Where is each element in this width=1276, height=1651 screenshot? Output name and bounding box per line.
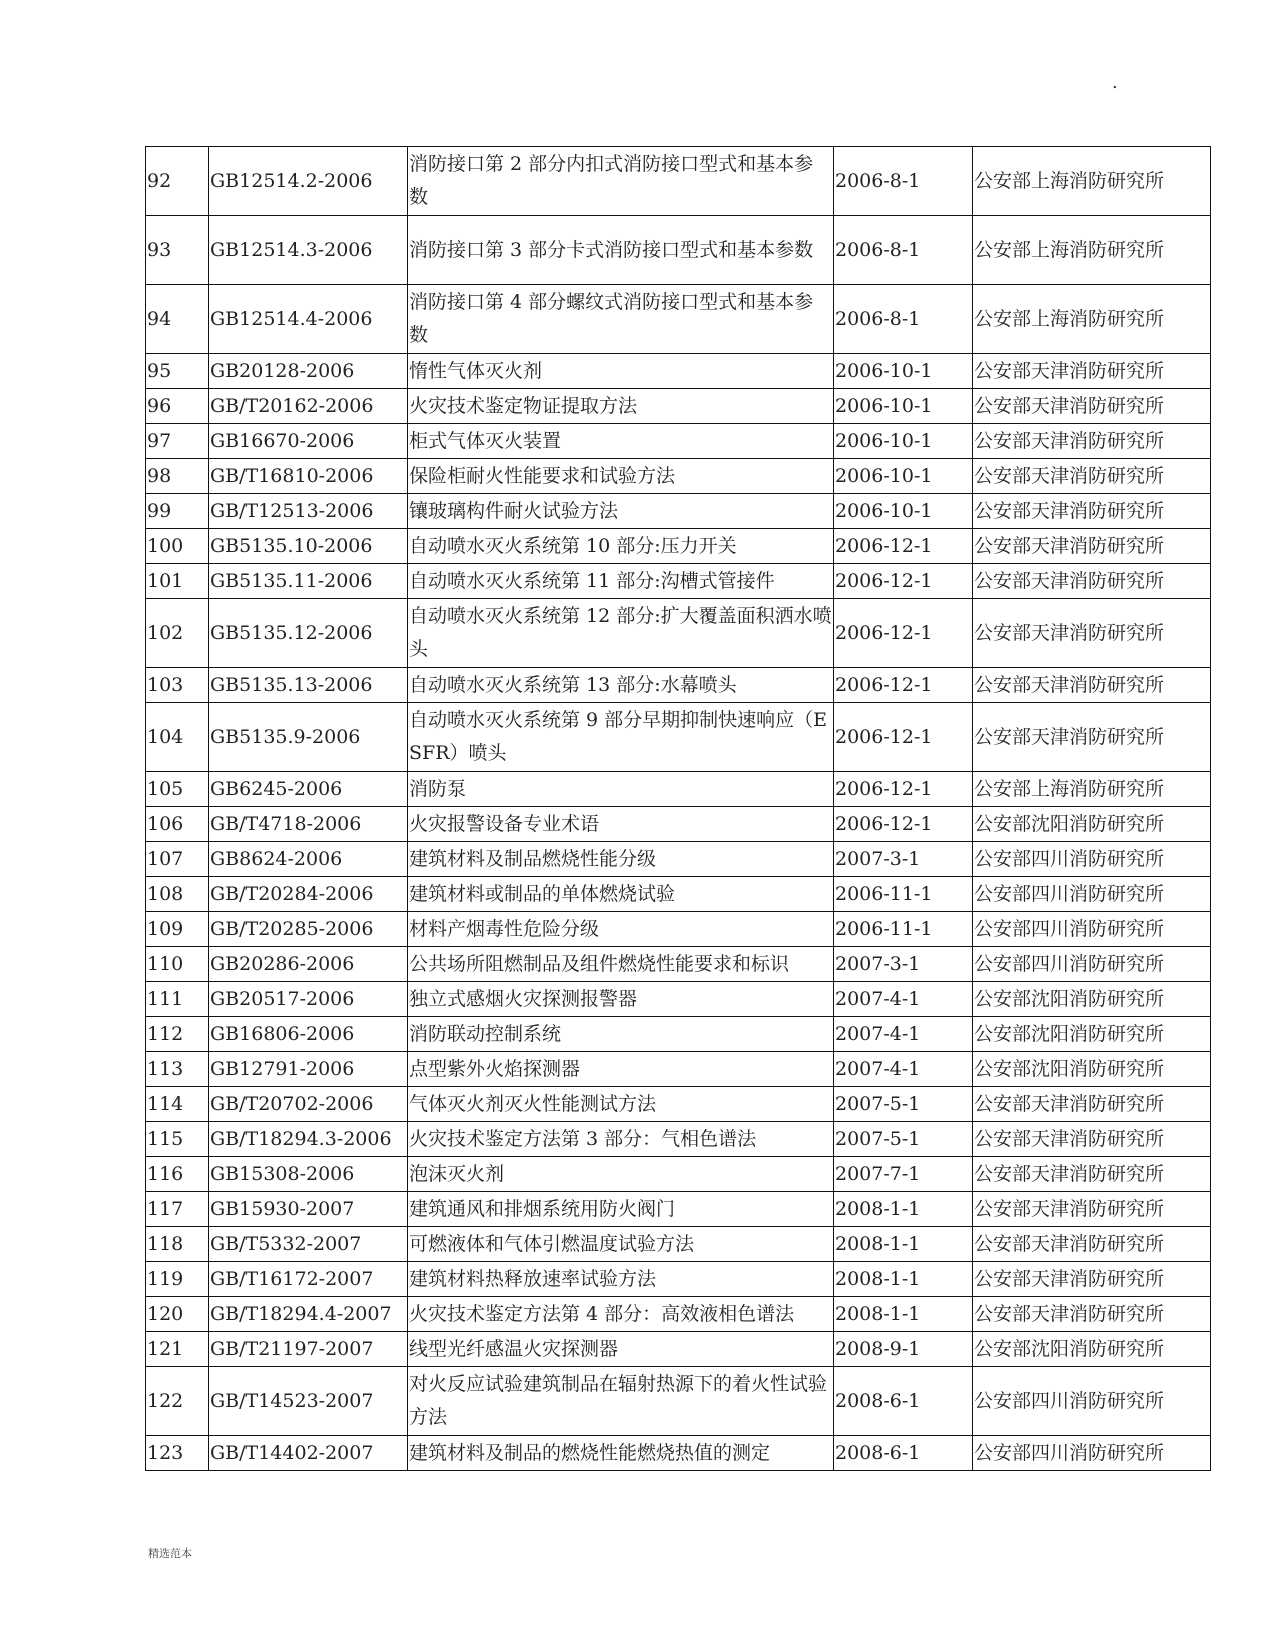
standard-code-cell: GB12514.2-2006	[209, 147, 408, 216]
row-number-cell: 102	[146, 599, 209, 668]
organization-cell: 公安部四川消防研究所	[973, 1436, 1211, 1471]
organization-cell: 公安部上海消防研究所	[973, 147, 1211, 216]
row-number-cell: 123	[146, 1436, 209, 1471]
table-row	[146, 1192, 1211, 1227]
organization-cell: 公安部沈阳消防研究所	[973, 1052, 1211, 1087]
effective-date-cell: 2006-10-1	[834, 424, 973, 459]
table-row	[146, 1297, 1211, 1332]
row-number-cell: 115	[146, 1122, 209, 1157]
standard-name-cell: 公共场所阻燃制品及组件燃烧性能要求和标识	[408, 947, 834, 982]
row-number-cell: 103	[146, 668, 209, 703]
standard-name-cell: 气体灭火剂灭火性能测试方法	[408, 1087, 834, 1122]
table-row	[146, 842, 1211, 877]
standard-name-cell: 独立式感烟火灾探测报警器	[408, 982, 834, 1017]
effective-date-cell: 2006-11-1	[834, 877, 973, 912]
effective-date-cell: 2008-1-1	[834, 1192, 973, 1227]
effective-date-cell: 2006-10-1	[834, 389, 973, 424]
effective-date-cell: 2007-4-1	[834, 982, 973, 1017]
table-row	[146, 354, 1211, 389]
effective-date-cell: 2007-4-1	[834, 1017, 973, 1052]
row-number-cell: 111	[146, 982, 209, 1017]
table-row	[146, 1017, 1211, 1052]
row-number-cell: 99	[146, 494, 209, 529]
effective-date-cell: 2008-6-1	[834, 1436, 973, 1471]
organization-cell: 公安部上海消防研究所	[973, 216, 1211, 285]
organization-cell: 公安部沈阳消防研究所	[973, 1332, 1211, 1367]
row-number-cell: 121	[146, 1332, 209, 1367]
row-number-cell: 109	[146, 912, 209, 947]
standard-code-cell: GB/T4718-2006	[209, 807, 408, 842]
standard-name-cell: 惰性气体灭火剂	[408, 354, 834, 389]
standard-name-cell: 消防接口第 4 部分螺纹式消防接口型式和基本参数	[408, 285, 834, 354]
organization-cell: 公安部四川消防研究所	[973, 912, 1211, 947]
effective-date-cell: 2008-9-1	[834, 1332, 973, 1367]
table-row	[146, 772, 1211, 807]
standard-code-cell: GB/T5332-2007	[209, 1227, 408, 1262]
table-row	[146, 529, 1211, 564]
standard-code-cell: GB/T16172-2007	[209, 1262, 408, 1297]
standard-name-cell: 火灾技术鉴定物证提取方法	[408, 389, 834, 424]
table-row	[146, 1122, 1211, 1157]
row-number-cell: 118	[146, 1227, 209, 1262]
effective-date-cell: 2008-6-1	[834, 1367, 973, 1436]
standard-name-cell: 消防接口第 3 部分卡式消防接口型式和基本参数	[408, 216, 834, 285]
standard-code-cell: GB5135.9-2006	[209, 703, 408, 772]
effective-date-cell: 2006-8-1	[834, 216, 973, 285]
table-row	[146, 912, 1211, 947]
standard-code-cell: GB/T14402-2007	[209, 1436, 408, 1471]
row-number-cell: 117	[146, 1192, 209, 1227]
organization-cell: 公安部四川消防研究所	[973, 877, 1211, 912]
standard-name-cell: 点型紫外火焰探测器	[408, 1052, 834, 1087]
standard-code-cell: GB20128-2006	[209, 354, 408, 389]
organization-cell: 公安部天津消防研究所	[973, 1157, 1211, 1192]
standard-code-cell: GB15930-2007	[209, 1192, 408, 1227]
row-number-cell: 108	[146, 877, 209, 912]
standard-name-cell: 自动喷水灭火系统第 13 部分:水幕喷头	[408, 668, 834, 703]
standard-code-cell: GB/T20285-2006	[209, 912, 408, 947]
organization-cell: 公安部天津消防研究所	[973, 1122, 1211, 1157]
row-number-cell: 122	[146, 1367, 209, 1436]
standard-code-cell: GB5135.10-2006	[209, 529, 408, 564]
standards-table	[145, 146, 1211, 1471]
standard-name-cell: 泡沫灭火剂	[408, 1157, 834, 1192]
table-row	[146, 982, 1211, 1017]
table-row	[146, 424, 1211, 459]
standard-code-cell: GB5135.13-2006	[209, 668, 408, 703]
effective-date-cell: 2007-5-1	[834, 1122, 973, 1157]
standard-code-cell: GB/T20284-2006	[209, 877, 408, 912]
standard-name-cell: 消防接口第 2 部分内扣式消防接口型式和基本参数	[408, 147, 834, 216]
row-number-cell: 110	[146, 947, 209, 982]
organization-cell: 公安部四川消防研究所	[973, 1367, 1211, 1436]
table-row	[146, 1227, 1211, 1262]
table-row	[146, 599, 1211, 668]
table-row	[146, 1157, 1211, 1192]
effective-date-cell: 2006-10-1	[834, 354, 973, 389]
row-number-cell: 116	[146, 1157, 209, 1192]
table-row	[146, 703, 1211, 772]
table-row	[146, 1052, 1211, 1087]
organization-cell: 公安部天津消防研究所	[973, 494, 1211, 529]
organization-cell: 公安部天津消防研究所	[973, 1262, 1211, 1297]
standard-code-cell: GB16806-2006	[209, 1017, 408, 1052]
row-number-cell: 95	[146, 354, 209, 389]
table-row	[146, 1332, 1211, 1367]
row-number-cell: 106	[146, 807, 209, 842]
standard-name-cell: 自动喷水灭火系统第 10 部分:压力开关	[408, 529, 834, 564]
effective-date-cell: 2006-10-1	[834, 459, 973, 494]
organization-cell: 公安部天津消防研究所	[973, 1227, 1211, 1262]
effective-date-cell: 2006-12-1	[834, 564, 973, 599]
standard-name-cell: 自动喷水灭火系统第 11 部分:沟槽式管接件	[408, 564, 834, 599]
table-row	[146, 216, 1211, 285]
standard-name-cell: 建筑材料及制品的燃烧性能燃烧热值的测定	[408, 1436, 834, 1471]
effective-date-cell: 2007-7-1	[834, 1157, 973, 1192]
table-row	[146, 389, 1211, 424]
row-number-cell: 100	[146, 529, 209, 564]
standard-code-cell: GB/T18294.4-2007	[209, 1297, 408, 1332]
table-row	[146, 1367, 1211, 1436]
footer-text: 精选范本	[148, 1547, 192, 1560]
table-row	[146, 1262, 1211, 1297]
row-number-cell: 94	[146, 285, 209, 354]
standard-code-cell: GB16670-2006	[209, 424, 408, 459]
row-number-cell: 119	[146, 1262, 209, 1297]
standard-code-cell: GB/T18294.3-2006	[209, 1122, 408, 1157]
table-row	[146, 147, 1211, 216]
standard-name-cell: 建筑材料热释放速率试验方法	[408, 1262, 834, 1297]
effective-date-cell: 2006-12-1	[834, 703, 973, 772]
table-row	[146, 877, 1211, 912]
standard-code-cell: GB/T20162-2006	[209, 389, 408, 424]
standard-name-cell: 建筑材料及制品燃烧性能分级	[408, 842, 834, 877]
effective-date-cell: 2008-1-1	[834, 1227, 973, 1262]
row-number-cell: 96	[146, 389, 209, 424]
row-number-cell: 120	[146, 1297, 209, 1332]
standard-name-cell: 镶玻璃构件耐火试验方法	[408, 494, 834, 529]
standard-name-cell: 火灾技术鉴定方法第 3 部分：气相色谱法	[408, 1122, 834, 1157]
standard-code-cell: GB5135.12-2006	[209, 599, 408, 668]
standard-code-cell: GB/T16810-2006	[209, 459, 408, 494]
organization-cell: 公安部沈阳消防研究所	[973, 982, 1211, 1017]
table-row	[146, 564, 1211, 599]
table-row	[146, 947, 1211, 982]
row-number-cell: 98	[146, 459, 209, 494]
organization-cell: 公安部四川消防研究所	[973, 842, 1211, 877]
effective-date-cell: 2006-12-1	[834, 529, 973, 564]
standard-name-cell: 消防泵	[408, 772, 834, 807]
effective-date-cell: 2006-11-1	[834, 912, 973, 947]
standard-code-cell: GB15308-2006	[209, 1157, 408, 1192]
header-mark: .	[1112, 72, 1118, 93]
organization-cell: 公安部沈阳消防研究所	[973, 807, 1211, 842]
standard-code-cell: GB/T12513-2006	[209, 494, 408, 529]
standard-name-cell: 建筑通风和排烟系统用防火阀门	[408, 1192, 834, 1227]
organization-cell: 公安部天津消防研究所	[973, 529, 1211, 564]
organization-cell: 公安部天津消防研究所	[973, 703, 1211, 772]
organization-cell: 公安部上海消防研究所	[973, 772, 1211, 807]
effective-date-cell: 2007-3-1	[834, 947, 973, 982]
standards-table-body	[146, 147, 1211, 1471]
standard-code-cell: GB20286-2006	[209, 947, 408, 982]
organization-cell: 公安部天津消防研究所	[973, 1192, 1211, 1227]
standard-name-cell: 消防联动控制系统	[408, 1017, 834, 1052]
standard-name-cell: 建筑材料或制品的单体燃烧试验	[408, 877, 834, 912]
table-row	[146, 1087, 1211, 1122]
standard-code-cell: GB20517-2006	[209, 982, 408, 1017]
table-row	[146, 807, 1211, 842]
standard-name-cell: 火灾技术鉴定方法第 4 部分：高效液相色谱法	[408, 1297, 834, 1332]
standard-code-cell: GB12791-2006	[209, 1052, 408, 1087]
standard-code-cell: GB12514.3-2006	[209, 216, 408, 285]
table-row	[146, 494, 1211, 529]
row-number-cell: 97	[146, 424, 209, 459]
standard-name-cell: 对火反应试验建筑制品在辐射热源下的着火性试验方法	[408, 1367, 834, 1436]
standard-name-cell: 自动喷水灭火系统第 12 部分:扩大覆盖面积洒水喷头	[408, 599, 834, 668]
effective-date-cell: 2008-1-1	[834, 1297, 973, 1332]
table-row	[146, 285, 1211, 354]
row-number-cell: 113	[146, 1052, 209, 1087]
organization-cell: 公安部天津消防研究所	[973, 1087, 1211, 1122]
standard-code-cell: GB12514.4-2006	[209, 285, 408, 354]
row-number-cell: 107	[146, 842, 209, 877]
organization-cell: 公安部天津消防研究所	[973, 424, 1211, 459]
organization-cell: 公安部天津消防研究所	[973, 599, 1211, 668]
organization-cell: 公安部天津消防研究所	[973, 354, 1211, 389]
standard-name-cell: 火灾报警设备专业术语	[408, 807, 834, 842]
effective-date-cell: 2007-4-1	[834, 1052, 973, 1087]
organization-cell: 公安部天津消防研究所	[973, 564, 1211, 599]
organization-cell: 公安部上海消防研究所	[973, 285, 1211, 354]
row-number-cell: 93	[146, 216, 209, 285]
effective-date-cell: 2006-8-1	[834, 147, 973, 216]
standard-code-cell: GB/T20702-2006	[209, 1087, 408, 1122]
standard-name-cell: 材料产烟毒性危险分级	[408, 912, 834, 947]
standard-name-cell: 保险柜耐火性能要求和试验方法	[408, 459, 834, 494]
table-row	[146, 1436, 1211, 1471]
effective-date-cell: 2007-5-1	[834, 1087, 973, 1122]
standard-name-cell: 线型光纤感温火灾探测器	[408, 1332, 834, 1367]
effective-date-cell: 2007-3-1	[834, 842, 973, 877]
standard-code-cell: GB/T21197-2007	[209, 1332, 408, 1367]
table-row	[146, 459, 1211, 494]
row-number-cell: 105	[146, 772, 209, 807]
effective-date-cell: 2006-12-1	[834, 807, 973, 842]
standard-name-cell: 可燃液体和气体引燃温度试验方法	[408, 1227, 834, 1262]
standard-code-cell: GB6245-2006	[209, 772, 408, 807]
row-number-cell: 101	[146, 564, 209, 599]
standard-name-cell: 自动喷水灭火系统第 9 部分早期抑制快速响应（ESFR）喷头	[408, 703, 834, 772]
row-number-cell: 92	[146, 147, 209, 216]
effective-date-cell: 2006-10-1	[834, 494, 973, 529]
organization-cell: 公安部天津消防研究所	[973, 668, 1211, 703]
organization-cell: 公安部沈阳消防研究所	[973, 1017, 1211, 1052]
row-number-cell: 112	[146, 1017, 209, 1052]
table-row	[146, 668, 1211, 703]
row-number-cell: 104	[146, 703, 209, 772]
organization-cell: 公安部四川消防研究所	[973, 947, 1211, 982]
effective-date-cell: 2008-1-1	[834, 1262, 973, 1297]
effective-date-cell: 2006-12-1	[834, 668, 973, 703]
organization-cell: 公安部天津消防研究所	[973, 1297, 1211, 1332]
standard-name-cell: 柜式气体灭火装置	[408, 424, 834, 459]
organization-cell: 公安部天津消防研究所	[973, 459, 1211, 494]
standard-code-cell: GB8624-2006	[209, 842, 408, 877]
effective-date-cell: 2006-12-1	[834, 599, 973, 668]
effective-date-cell: 2006-8-1	[834, 285, 973, 354]
standard-code-cell: GB5135.11-2006	[209, 564, 408, 599]
row-number-cell: 114	[146, 1087, 209, 1122]
organization-cell: 公安部天津消防研究所	[973, 389, 1211, 424]
standard-code-cell: GB/T14523-2007	[209, 1367, 408, 1436]
effective-date-cell: 2006-12-1	[834, 772, 973, 807]
